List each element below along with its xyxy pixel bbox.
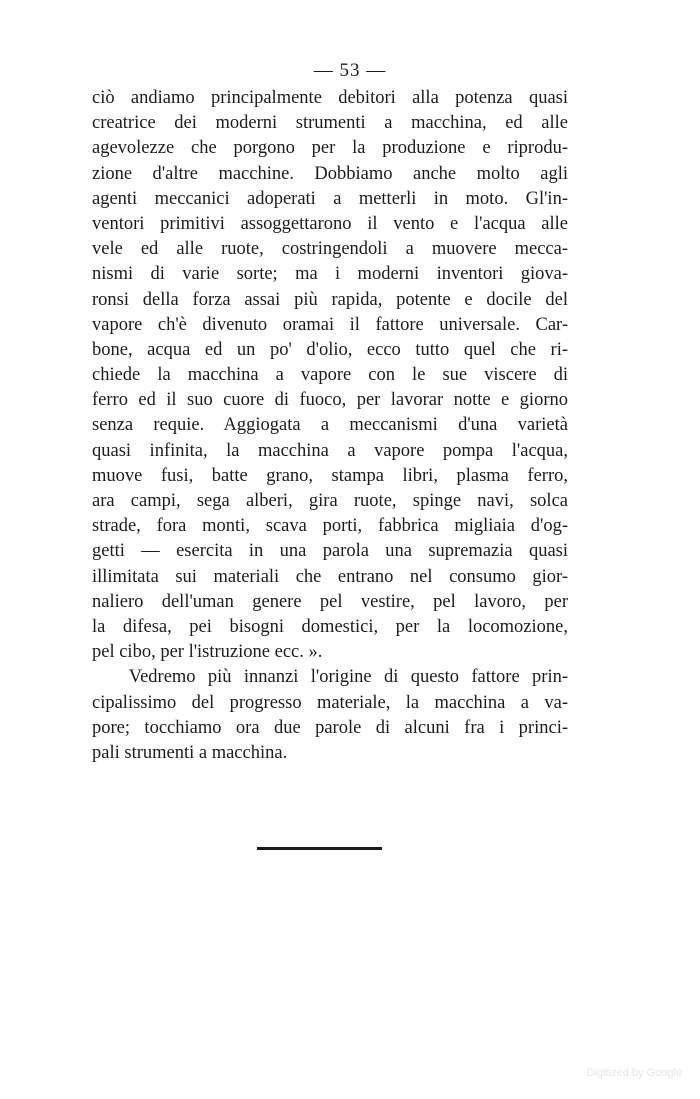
- section-divider: [257, 847, 382, 850]
- text-line: senza requie. Aggiogata a meccanismi d'una varietà: [92, 415, 568, 436]
- body-text: [92, 86, 568, 766]
- text-line: la difesa, pei bisogni domestici, per la locomozione,: [92, 616, 568, 637]
- text-line: agenti meccanici adoperati a metterli in moto. Gl'in-: [92, 188, 568, 209]
- text-line: creatrice dei moderni strumenti a macchina, ed alle: [92, 113, 568, 134]
- text-line: pali strumenti a macchina.: [92, 742, 288, 763]
- text-line: pore; tocchiamo ora due parole di alcuni fra i princi-: [92, 717, 568, 738]
- text-line: agevolezze che porgono per la produzione e riprodu-: [92, 138, 568, 159]
- text-line: ferro ed il suo cuore di fuoco, per lavorar notte e giorno: [92, 390, 568, 411]
- text-line: pel cibo, per l'istruzione ecc. ».: [92, 642, 323, 663]
- text-line: ronsi della forza assai più rapida, potente e docile del: [92, 289, 568, 310]
- text-line: naliero dell'uman genere pel vestire, pel lavoro, per: [92, 591, 568, 612]
- text-line: vapore ch'è divenuto oramai il fattore universale. Car-: [92, 314, 568, 335]
- watermark: Digitized by Google: [586, 1067, 682, 1079]
- text-line: getti — esercita in una parola una supremazia quasi: [92, 541, 568, 562]
- text-line: ciò andiamo principalmente debitori alla potenza quasi: [92, 88, 568, 108]
- text-line: muove fusi, batte grano, stampa libri, plasma ferro,: [92, 465, 568, 486]
- text-line: illimitata sui materiali che entrano nel consumo gior-: [92, 566, 568, 587]
- text-line: Vedremo più innanzi l'origine di questo fattore prin-: [92, 667, 568, 688]
- text-line: vele ed alle ruote, costringendoli a muovere mecca-: [92, 239, 568, 260]
- text-line: nismi di varie sorte; ma i moderni inventori giova-: [92, 264, 568, 285]
- page-number: — 53 —: [313, 60, 387, 81]
- text-line: cipalissimo del progresso materiale, la macchina a va-: [92, 692, 568, 713]
- text-line: zione d'altre macchine. Dobbiamo anche molto agli: [92, 163, 568, 184]
- text-line: chiede la macchina a vapore con le sue viscere di: [92, 365, 568, 386]
- text-line: ventori primitivi assoggettarono il vento e l'acqua alle: [92, 213, 568, 234]
- text-line: bone, acqua ed un po' d'olio, ecco tutto quel che ri-: [92, 339, 568, 360]
- text-line: quasi infinita, la macchina a vapore pompa l'acqua,: [92, 440, 568, 461]
- text-line: ara campi, sega alberi, gira ruote, spinge navi, solca: [92, 491, 568, 511]
- text-line: strade, fora monti, scava porti, fabbrica migliaia d'og-: [92, 516, 568, 537]
